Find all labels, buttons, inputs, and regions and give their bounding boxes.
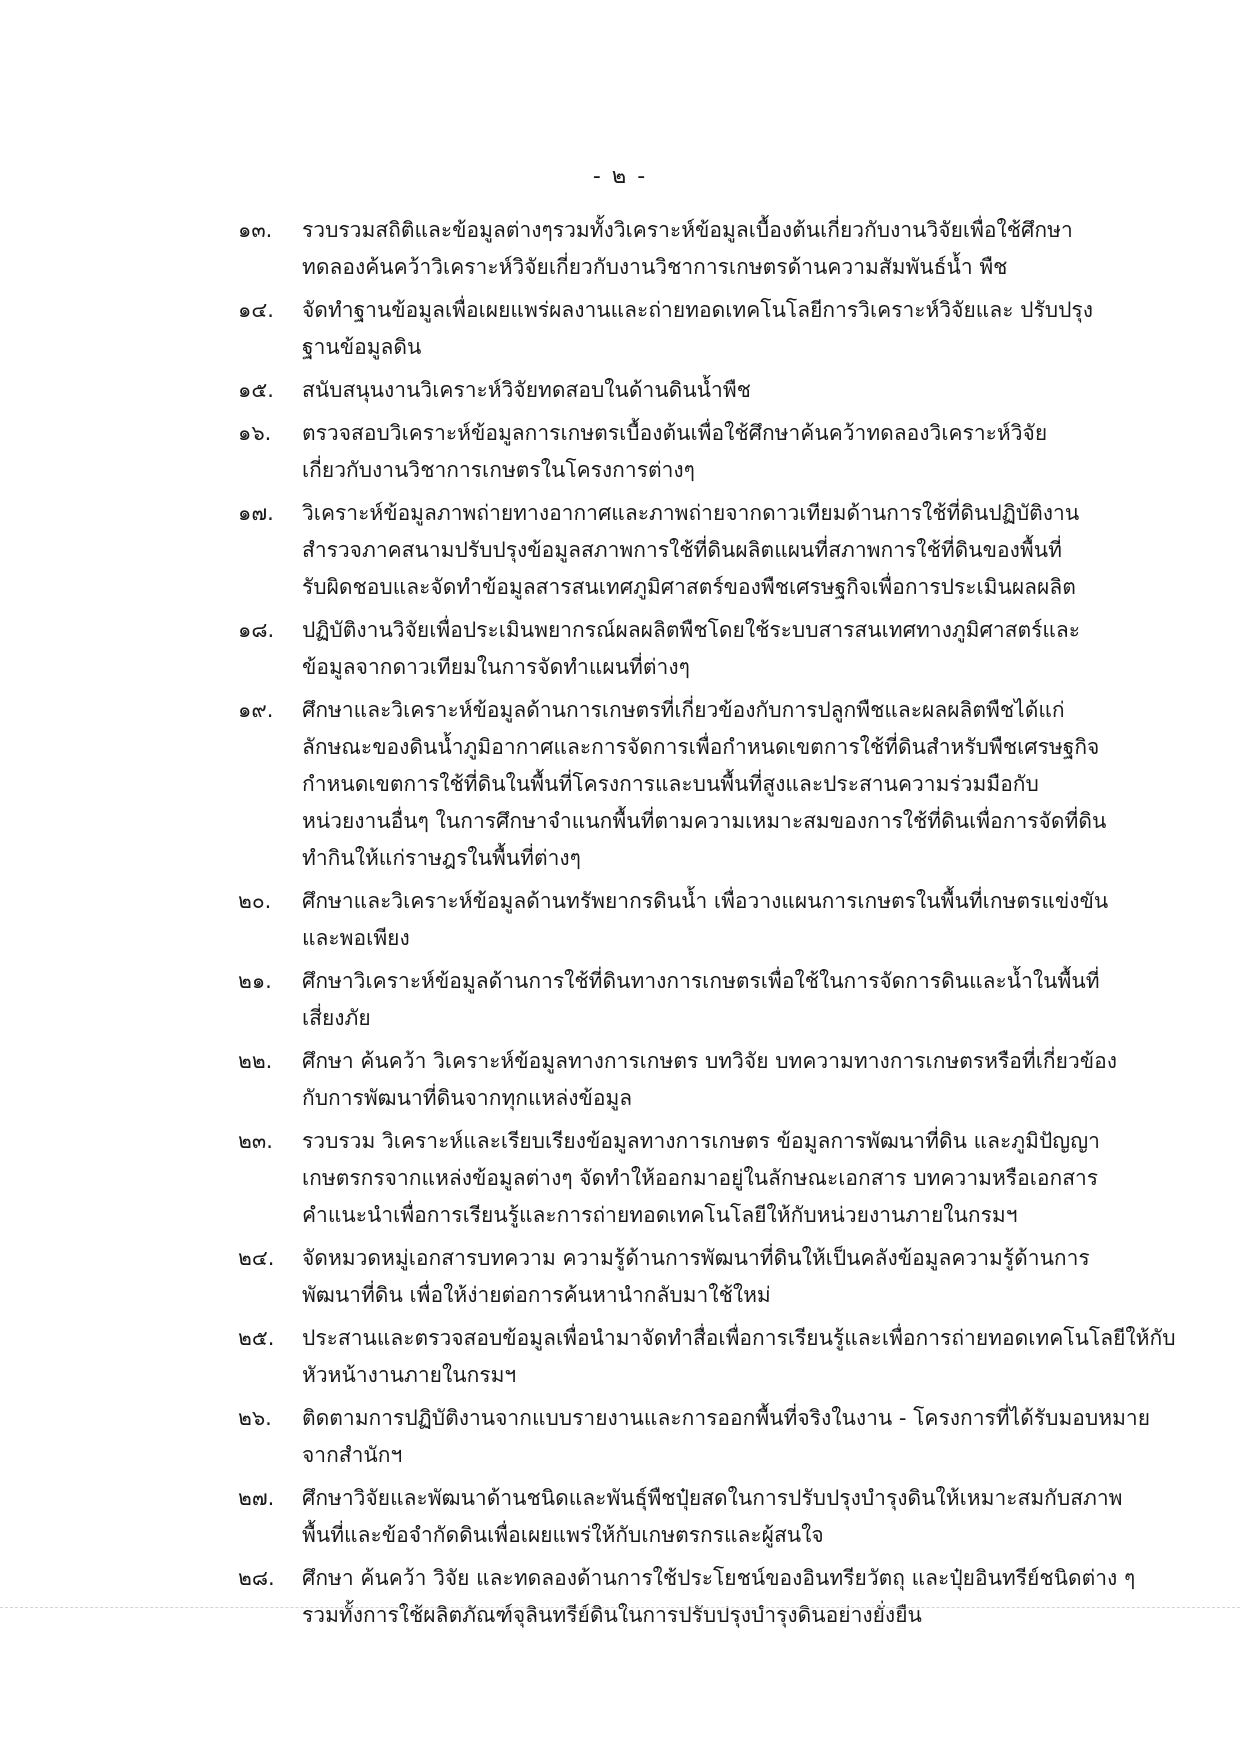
item-text-line: และพอเพียง <box>302 926 410 950</box>
item-number: ๑๔. <box>238 298 274 322</box>
item-text-line: ติดตามการปฏิบัติงานจากแบบรายงานและการออกพื้นที่จริงในงาน - โครงการที่ได้รับมอบหมาย <box>302 1406 1151 1430</box>
list-item <box>238 495 1118 606</box>
footer-divider <box>0 1607 1240 1608</box>
item-number: ๑๘. <box>238 618 275 642</box>
item-number: ๑๖. <box>238 421 272 445</box>
item-text-line: เกี่ยวกับงานวิชาการเกษตรในโครงการต่างๆ <box>302 458 695 482</box>
item-number: ๒๖. <box>238 1406 272 1430</box>
item-text-line: รับผิดชอบและจัดทำข้อมูลสารสนเทศภูมิศาสตร์ของพืชเศรษฐกิจเพื่อการประเมินผลผลิต <box>302 575 1076 599</box>
item-text-line: เสี่ยงภัย <box>302 1006 371 1030</box>
list-item <box>238 963 1118 1037</box>
item-text-line: ลักษณะของดินน้ำภูมิอากาศและการจัดการเพื่อกำหนดเขตการใช้ที่ดินสำหรับพืชเศรษฐกิจ <box>302 735 1100 759</box>
list-item <box>238 883 1118 957</box>
page-number: - ๒ - <box>592 164 648 189</box>
item-text-line: ศึกษาและวิเคราะห์ข้อมูลด้านทรัพยากรดินน้ำ เพื่อวางแผนการเกษตรในพื้นที่เกษตรแข่งขัน <box>302 889 1109 913</box>
list-item <box>238 1240 1118 1314</box>
item-text-line: ทำกินให้แก่ราษฎรในพื้นที่ต่างๆ <box>302 846 581 870</box>
item-number: ๑๗. <box>238 501 274 525</box>
item-number: ๒๑. <box>238 969 272 993</box>
item-text-line: ศึกษาวิเคราะห์ข้อมูลด้านการใช้ที่ดินทางการเกษตรเพื่อใช้ในการจัดการดินและน้ำในพื้นที่ <box>302 969 1100 993</box>
item-text-line: หน่วยงานอื่นๆ ในการศึกษาจำแนกพื้นที่ตามความเหมาะสมของการใช้ที่ดินเพื่อการจัดที่ดิน <box>302 809 1107 833</box>
list-item <box>238 1480 1123 1554</box>
item-text-line: กำหนดเขตการใช้ที่ดินในพื้นที่โครงการและบนพื้นที่สูงและประสานความร่วมมือกับ <box>302 772 1039 796</box>
item-number: ๑๕. <box>238 378 274 402</box>
list-item <box>238 1400 1151 1474</box>
item-text-line: หัวหน้างานภายในกรมฯ <box>302 1363 517 1387</box>
item-number: ๒๗. <box>238 1486 275 1510</box>
duty-list <box>238 212 1176 1640</box>
list-item <box>238 212 1118 286</box>
item-text-line: ฐานข้อมูลดิน <box>302 335 422 359</box>
item-number: ๒๕. <box>238 1326 275 1350</box>
list-item <box>238 1123 1118 1234</box>
item-number: ๒๓. <box>238 1129 273 1153</box>
item-text-line: พื้นที่และข้อจำกัดดินเพื่อเผยแพร่ให้กับเกษตรกรและผู้สนใจ <box>302 1523 824 1547</box>
item-text-line: ศึกษาวิจัยและพัฒนาด้านชนิดและพันธุ์พืชปุ๋ยสดในการปรับปรุงบำรุงดินให้เหมาะสมกับสภาพ <box>302 1486 1123 1510</box>
item-number: ๒๘. <box>238 1566 275 1590</box>
list-item <box>238 415 1118 489</box>
item-text-line: ตรวจสอบวิเคราะห์ข้อมูลการเกษตรเบื้องต้นเพื่อใช้ศึกษาค้นคว้าทดลองวิเคราะห์วิจัย <box>302 421 1048 445</box>
item-text-line: รวมทั้งการใช้ผลิตภัณฑ์จุลินทรีย์ดินในการปรับปรุงบำรุงดินอย่างยั่งยืน <box>302 1603 922 1627</box>
item-text-line: จัดหมวดหมู่เอกสารบทความ ความรู้ด้านการพัฒนาที่ดินให้เป็นคลังข้อมูลความรู้ด้านการ <box>302 1246 1090 1270</box>
item-text-line: วิเคราะห์ข้อมูลภาพถ่ายทางอากาศและภาพถ่ายจากดาวเทียมด้านการใช้ที่ดินปฏิบัติงาน <box>302 501 1080 525</box>
item-text-line: ข้อมูลจากดาวเทียมในการจัดทำแผนที่ต่างๆ <box>302 655 690 679</box>
item-number: ๒๐. <box>238 889 272 913</box>
item-text-line: ปฏิบัติงานวิจัยเพื่อประเมินพยากรณ์ผลผลิตพืชโดยใช้ระบบสารสนเทศทางภูมิศาสตร์และ <box>302 618 1081 642</box>
list-item <box>238 1320 1176 1394</box>
list-item <box>238 372 1118 409</box>
item-text-line: ศึกษาและวิเคราะห์ข้อมูลด้านการเกษตรที่เกี่ยวข้องกับการปลูกพืชและผลผลิตพืชได้แก่ <box>302 698 1065 722</box>
item-text-line: คำแนะนำเพื่อการเรียนรู้และการถ่ายทอดเทคโนโลยีให้กับหน่วยงานภายในกรมฯ <box>302 1203 1018 1227</box>
item-text-line: จากสำนักฯ <box>302 1443 403 1467</box>
item-text-line: ประสานและตรวจสอบข้อมูลเพื่อนำมาจัดทำสื่อเพื่อการเรียนรู้และเพื่อการถ่ายทอดเทคโนโลยีให้กับ <box>302 1326 1176 1350</box>
item-text-line: พัฒนาที่ดิน เพื่อให้ง่ายต่อการค้นหานำกลับมาใช้ใหม่ <box>302 1283 771 1307</box>
item-text-line: กับการพัฒนาที่ดินจากทุกแหล่งข้อมูล <box>302 1086 633 1110</box>
item-number: ๒๔. <box>238 1246 275 1270</box>
item-text-line: ศึกษา ค้นคว้า วิเคราะห์ข้อมูลทางการเกษตร บทวิจัย บทความทางการเกษตรหรือที่เกี่ยวข้อง <box>302 1049 1117 1073</box>
list-item <box>238 1560 1136 1634</box>
item-number: ๑๙. <box>238 698 274 722</box>
list-item <box>238 1043 1118 1117</box>
item-text-line: ศึกษา ค้นคว้า วิจัย และทดลองด้านการใช้ประโยชน์ของอินทรียวัตถุ และปุ๋ยอินทรีย์ชนิดต่าง ๆ <box>302 1566 1136 1590</box>
item-text-line: เกษตรกรจากแหล่งข้อมูลต่างๆ จัดทำให้ออกมาอยู่ในลักษณะเอกสาร บทความหรือเอกสาร <box>302 1166 1099 1190</box>
list-item <box>238 612 1118 686</box>
item-text-line: รวบรวม วิเคราะห์และเรียบเรียงข้อมูลทางการเกษตร ข้อมูลการพัฒนาที่ดิน และภูมิปัญญา <box>302 1129 1100 1153</box>
list-item <box>238 292 1118 366</box>
item-text-line: รวบรวมสถิติและข้อมูลต่างๆรวมทั้งวิเคราะห์ข้อมูลเบื้องต้นเกี่ยวกับงานวิจัยเพื่อใช้ศึกษา <box>302 218 1073 242</box>
item-text-line: ทดลองค้นคว้าวิเคราะห์วิจัยเกี่ยวกับงานวิชาการเกษตรด้านความสัมพันธ์น้ำ พืช <box>302 255 1008 279</box>
item-text-line: จัดทำฐานข้อมูลเพื่อเผยแพร่ผลงานและถ่ายทอดเทคโนโลยีการวิเคราะห์วิจัยและ ปรับปรุง <box>302 298 1093 322</box>
list-item <box>238 692 1118 877</box>
item-number: ๑๓. <box>238 218 273 242</box>
item-text-line: สนับสนุนงานวิเคราะห์วิจัยทดสอบในด้านดินน้ำพืช <box>302 378 751 402</box>
item-number: ๒๒. <box>238 1049 273 1073</box>
item-text-line: สำรวจภาคสนามปรับปรุงข้อมูลสภาพการใช้ที่ดินผลิตแผนที่สภาพการใช้ที่ดินของพื้นที่ <box>302 538 1062 562</box>
